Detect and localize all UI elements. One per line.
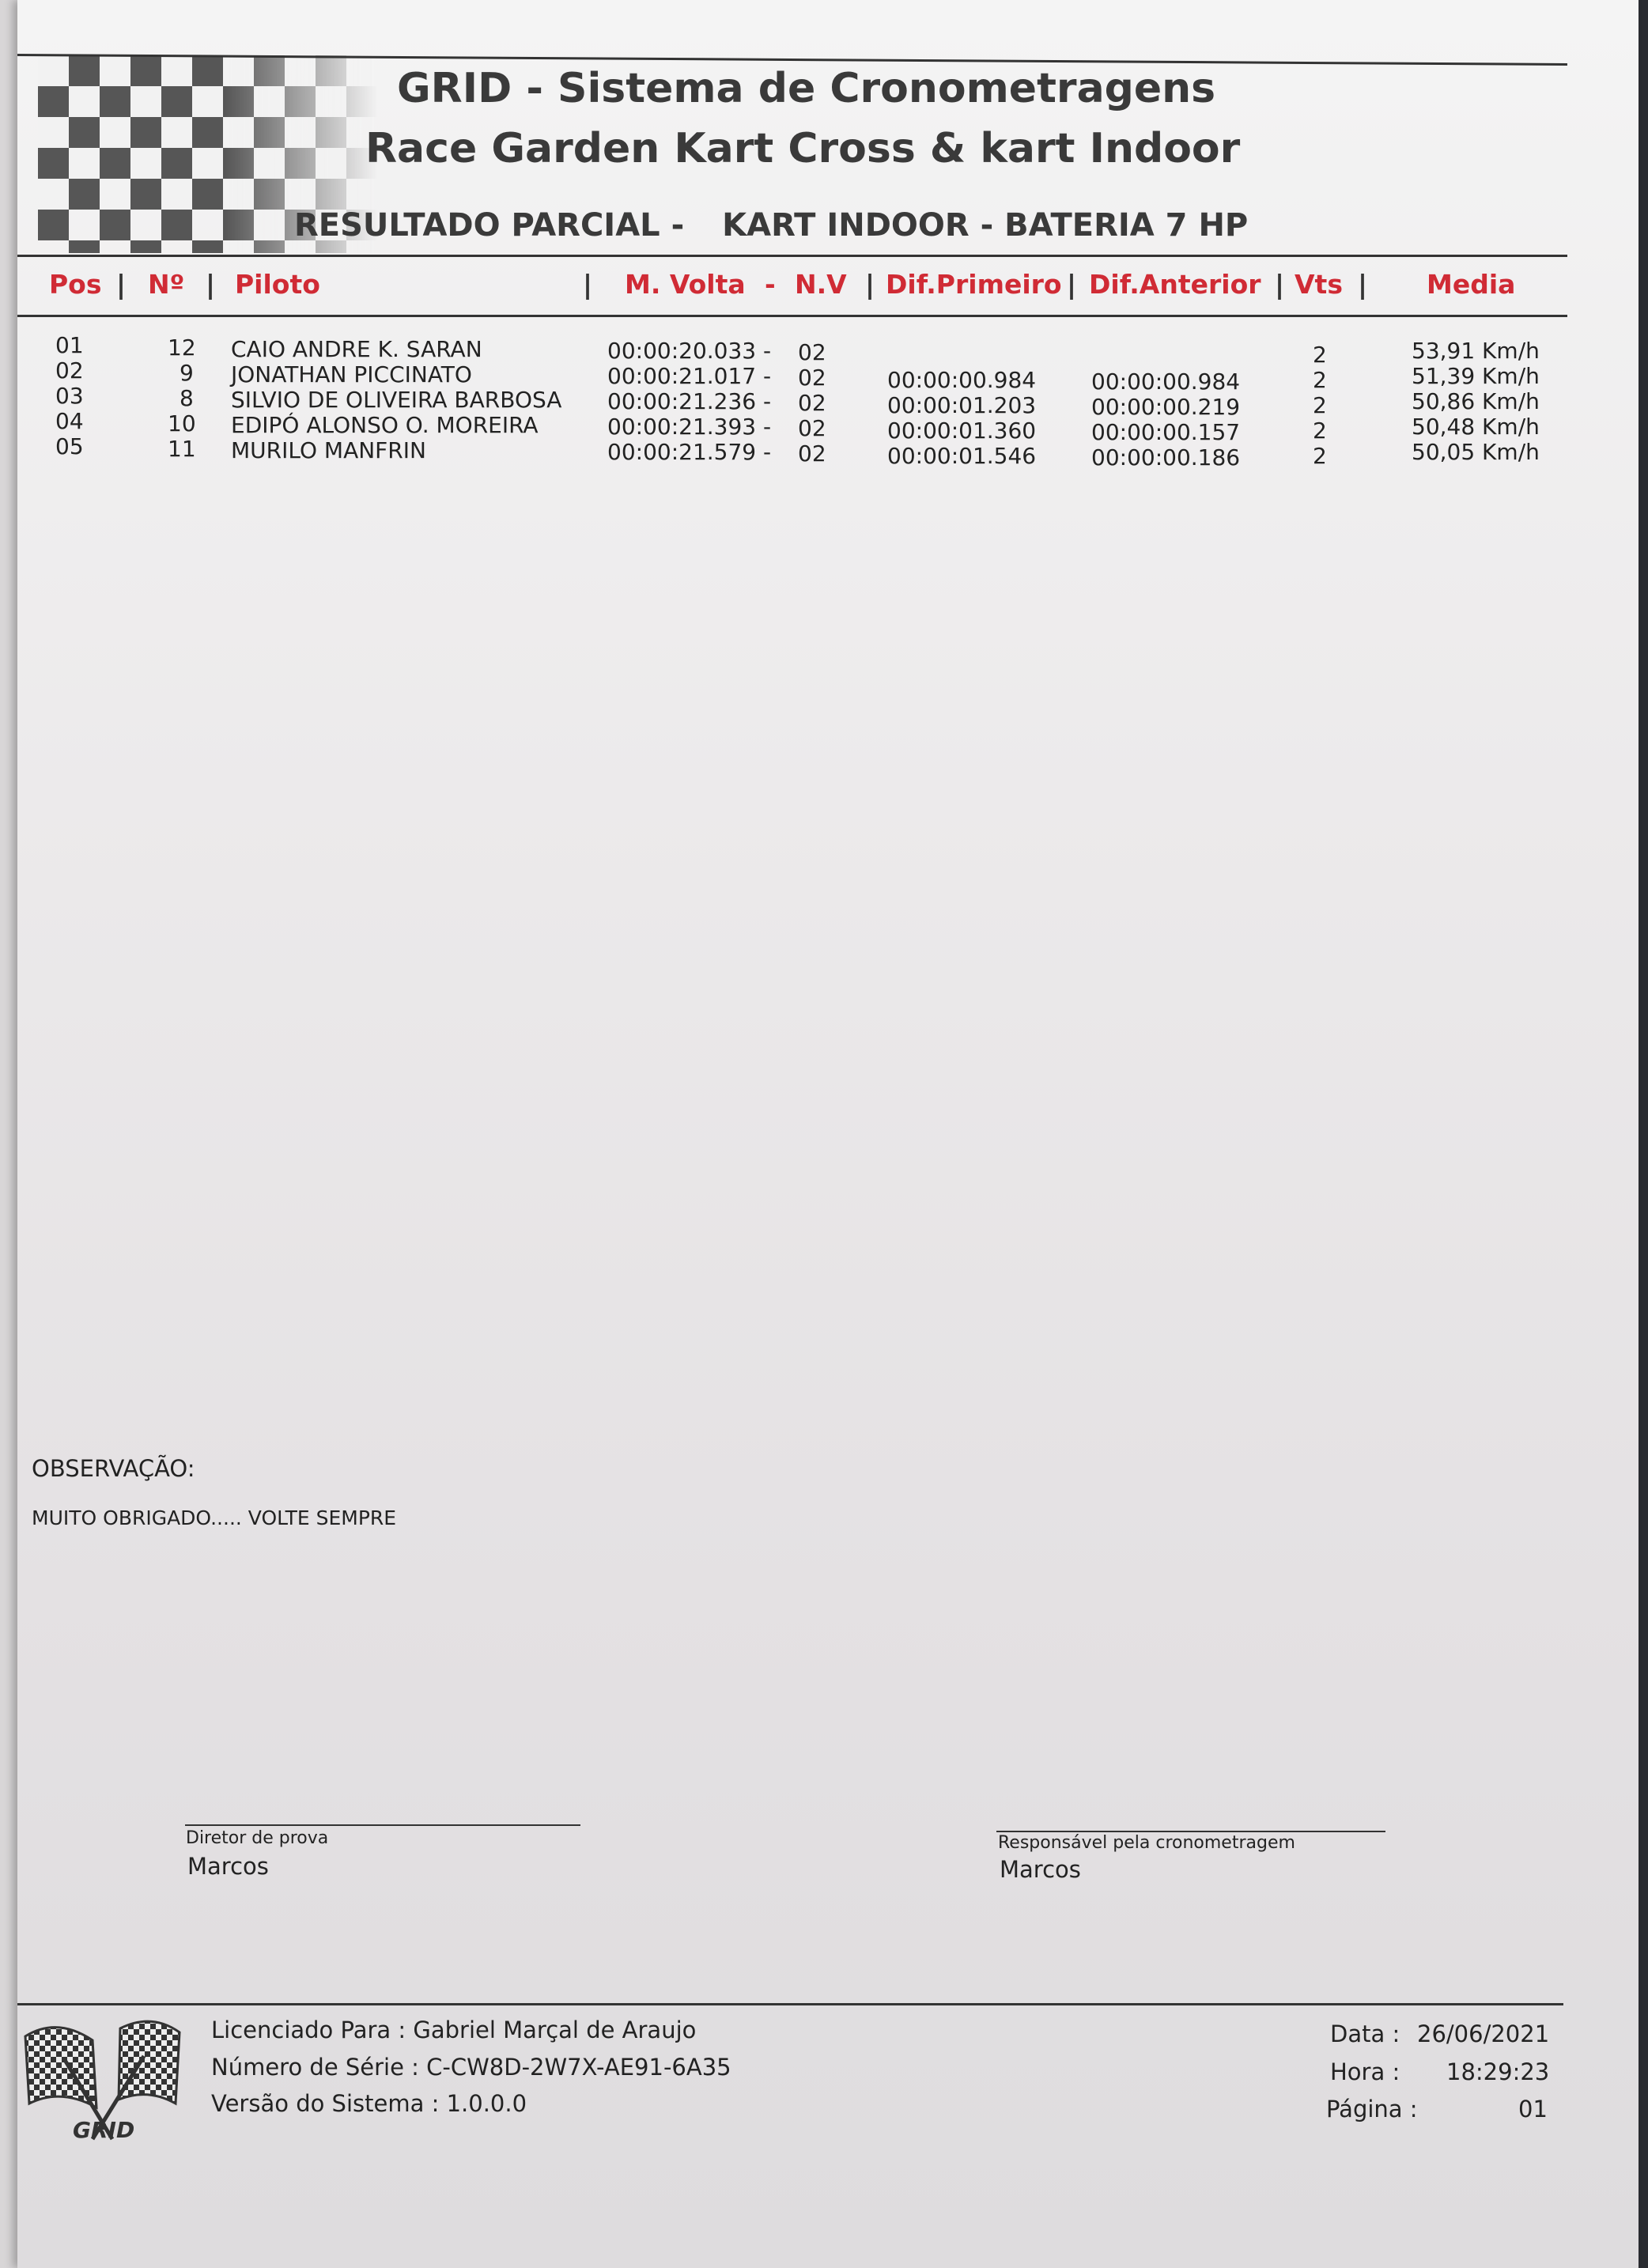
page-label: Página : (1326, 2096, 1418, 2122)
timekeeper-label: Responsável pela cronometragem (998, 1833, 1295, 1853)
col-vts: Vts (1295, 269, 1343, 300)
col-pos: Pos (49, 269, 102, 300)
col-media: Media (1427, 269, 1516, 300)
venue-title: Race Garden Kart Cross & kart Indoor (365, 125, 1241, 172)
cell-pos: 02 (55, 357, 84, 384)
header-rule-bottom (17, 315, 1567, 317)
cell-dif-anterior: 00:00:00.157 (1091, 419, 1241, 445)
cell-vts: 2 (1313, 443, 1327, 469)
col-separator: | (1067, 269, 1077, 300)
cell-m-volta: 00:00:21.017 - (607, 363, 772, 389)
cell-piloto: SILVIO DE OLIVEIRA BARBOSA (231, 387, 562, 413)
cell-piloto: MURILO MANFRIN (231, 437, 426, 463)
cell-nv: 02 (798, 415, 826, 441)
race-category: KART INDOOR - BATERIA 7 HP (722, 207, 1249, 244)
cell-num: 11 (168, 436, 196, 462)
cell-num: 8 (180, 385, 194, 411)
cell-dif-primeiro: 00:00:00.984 (887, 367, 1037, 393)
cell-vts: 2 (1313, 392, 1327, 418)
grid-logo (17, 2013, 199, 2151)
cell-media: 50,86 Km/h (1412, 388, 1540, 414)
header-rule-top (17, 255, 1567, 257)
license-line (211, 2017, 696, 2043)
footer-rule (17, 2003, 1563, 2005)
report-type: RESULTADO PARCIAL - (294, 207, 685, 244)
col-piloto: Piloto (235, 269, 320, 300)
col-separator: | (206, 269, 216, 300)
cell-media: 50,05 Km/h (1412, 439, 1540, 465)
director-label: Diretor de prova (186, 1828, 329, 1848)
cell-dif-primeiro: 00:00:01.203 (887, 392, 1037, 418)
cell-pos: 05 (55, 433, 84, 459)
report-subtitle (294, 207, 1248, 244)
time-value: 18:29:23 (1446, 2058, 1550, 2085)
cell-nv: 02 (798, 365, 826, 391)
version-line (211, 2090, 527, 2117)
cell-m-volta: 00:00:21.579 - (607, 439, 772, 465)
results-sheet (17, 0, 1639, 2268)
cell-dif-anterior: 00:00:00.984 (1091, 369, 1241, 395)
serial-value: C-CW8D-2W7X-AE91-6A35 (426, 2054, 731, 2081)
cell-media: 50,48 Km/h (1412, 414, 1540, 440)
col-m-volta: M. Volta (625, 269, 746, 300)
cell-num: 12 (168, 335, 196, 361)
col-dif-anterior: Dif.Anterior (1089, 269, 1261, 300)
cell-dif-primeiro: 00:00:01.546 (887, 443, 1037, 469)
license-value: Gabriel Marçal de Araujo (413, 2017, 697, 2043)
col-separator: | (116, 269, 127, 300)
serial-label: Número de Série : (211, 2054, 419, 2081)
col-separator: | (1358, 269, 1368, 300)
cell-num: 10 (168, 410, 196, 437)
cell-nv: 02 (798, 440, 826, 467)
director-name: Marcos (187, 1853, 269, 1880)
serial-line (211, 2054, 731, 2081)
cell-nv: 02 (798, 339, 826, 365)
observation-text: MUITO OBRIGADO..... VOLTE SEMPRE (32, 1506, 397, 1529)
license-label: Licenciado Para : (211, 2017, 406, 2043)
cell-media: 51,39 Km/h (1412, 363, 1540, 389)
page-value: 01 (1518, 2096, 1548, 2122)
cell-pos: 01 (55, 332, 84, 358)
date-label: Data : (1330, 2020, 1400, 2047)
cell-dif-anterior: 00:00:00.186 (1091, 444, 1241, 471)
cell-pos: 04 (55, 408, 84, 434)
cell-dif-anterior: 00:00:00.219 (1091, 394, 1241, 420)
cell-vts: 2 (1313, 418, 1327, 444)
cell-num: 9 (180, 360, 194, 386)
cell-dif-primeiro: 00:00:01.360 (887, 418, 1037, 444)
col-separator: | (1275, 269, 1285, 300)
cell-piloto: CAIO ANDRE K. SARAN (231, 336, 482, 362)
version-label: Versão do Sistema : (211, 2090, 440, 2117)
col-dash: - (765, 269, 776, 300)
date-value: 26/06/2021 (1417, 2020, 1550, 2047)
timekeeper-signature-line (996, 1831, 1385, 1832)
col-separator: | (865, 269, 875, 300)
col-nv: N.V (795, 269, 847, 300)
cell-m-volta: 00:00:20.033 - (607, 338, 772, 364)
timekeeper-name: Marcos (1000, 1856, 1081, 1883)
col-num: Nº (148, 269, 185, 300)
version-value: 1.0.0.0 (446, 2090, 527, 2117)
time-label: Hora : (1330, 2058, 1400, 2085)
cell-nv: 02 (798, 390, 826, 416)
cell-pos: 03 (55, 383, 84, 409)
cell-media: 53,91 Km/h (1412, 338, 1540, 364)
observation-label: OBSERVAÇÃO: (32, 1455, 195, 1482)
cell-m-volta: 00:00:21.236 - (607, 388, 772, 414)
cell-piloto: EDIPÓ ALONSO O. MOREIRA (231, 412, 539, 438)
col-separator: | (583, 269, 593, 300)
cell-m-volta: 00:00:21.393 - (607, 414, 772, 440)
col-dif-primeiro: Dif.Primeiro (886, 269, 1062, 300)
director-signature-line (185, 1824, 580, 1826)
cell-vts: 2 (1313, 367, 1327, 393)
system-title: GRID - Sistema de Cronometragens (397, 65, 1216, 112)
cell-piloto: JONATHAN PICCINATO (231, 361, 472, 387)
cell-vts: 2 (1313, 342, 1327, 368)
logo-text: GRID (73, 2117, 135, 2143)
